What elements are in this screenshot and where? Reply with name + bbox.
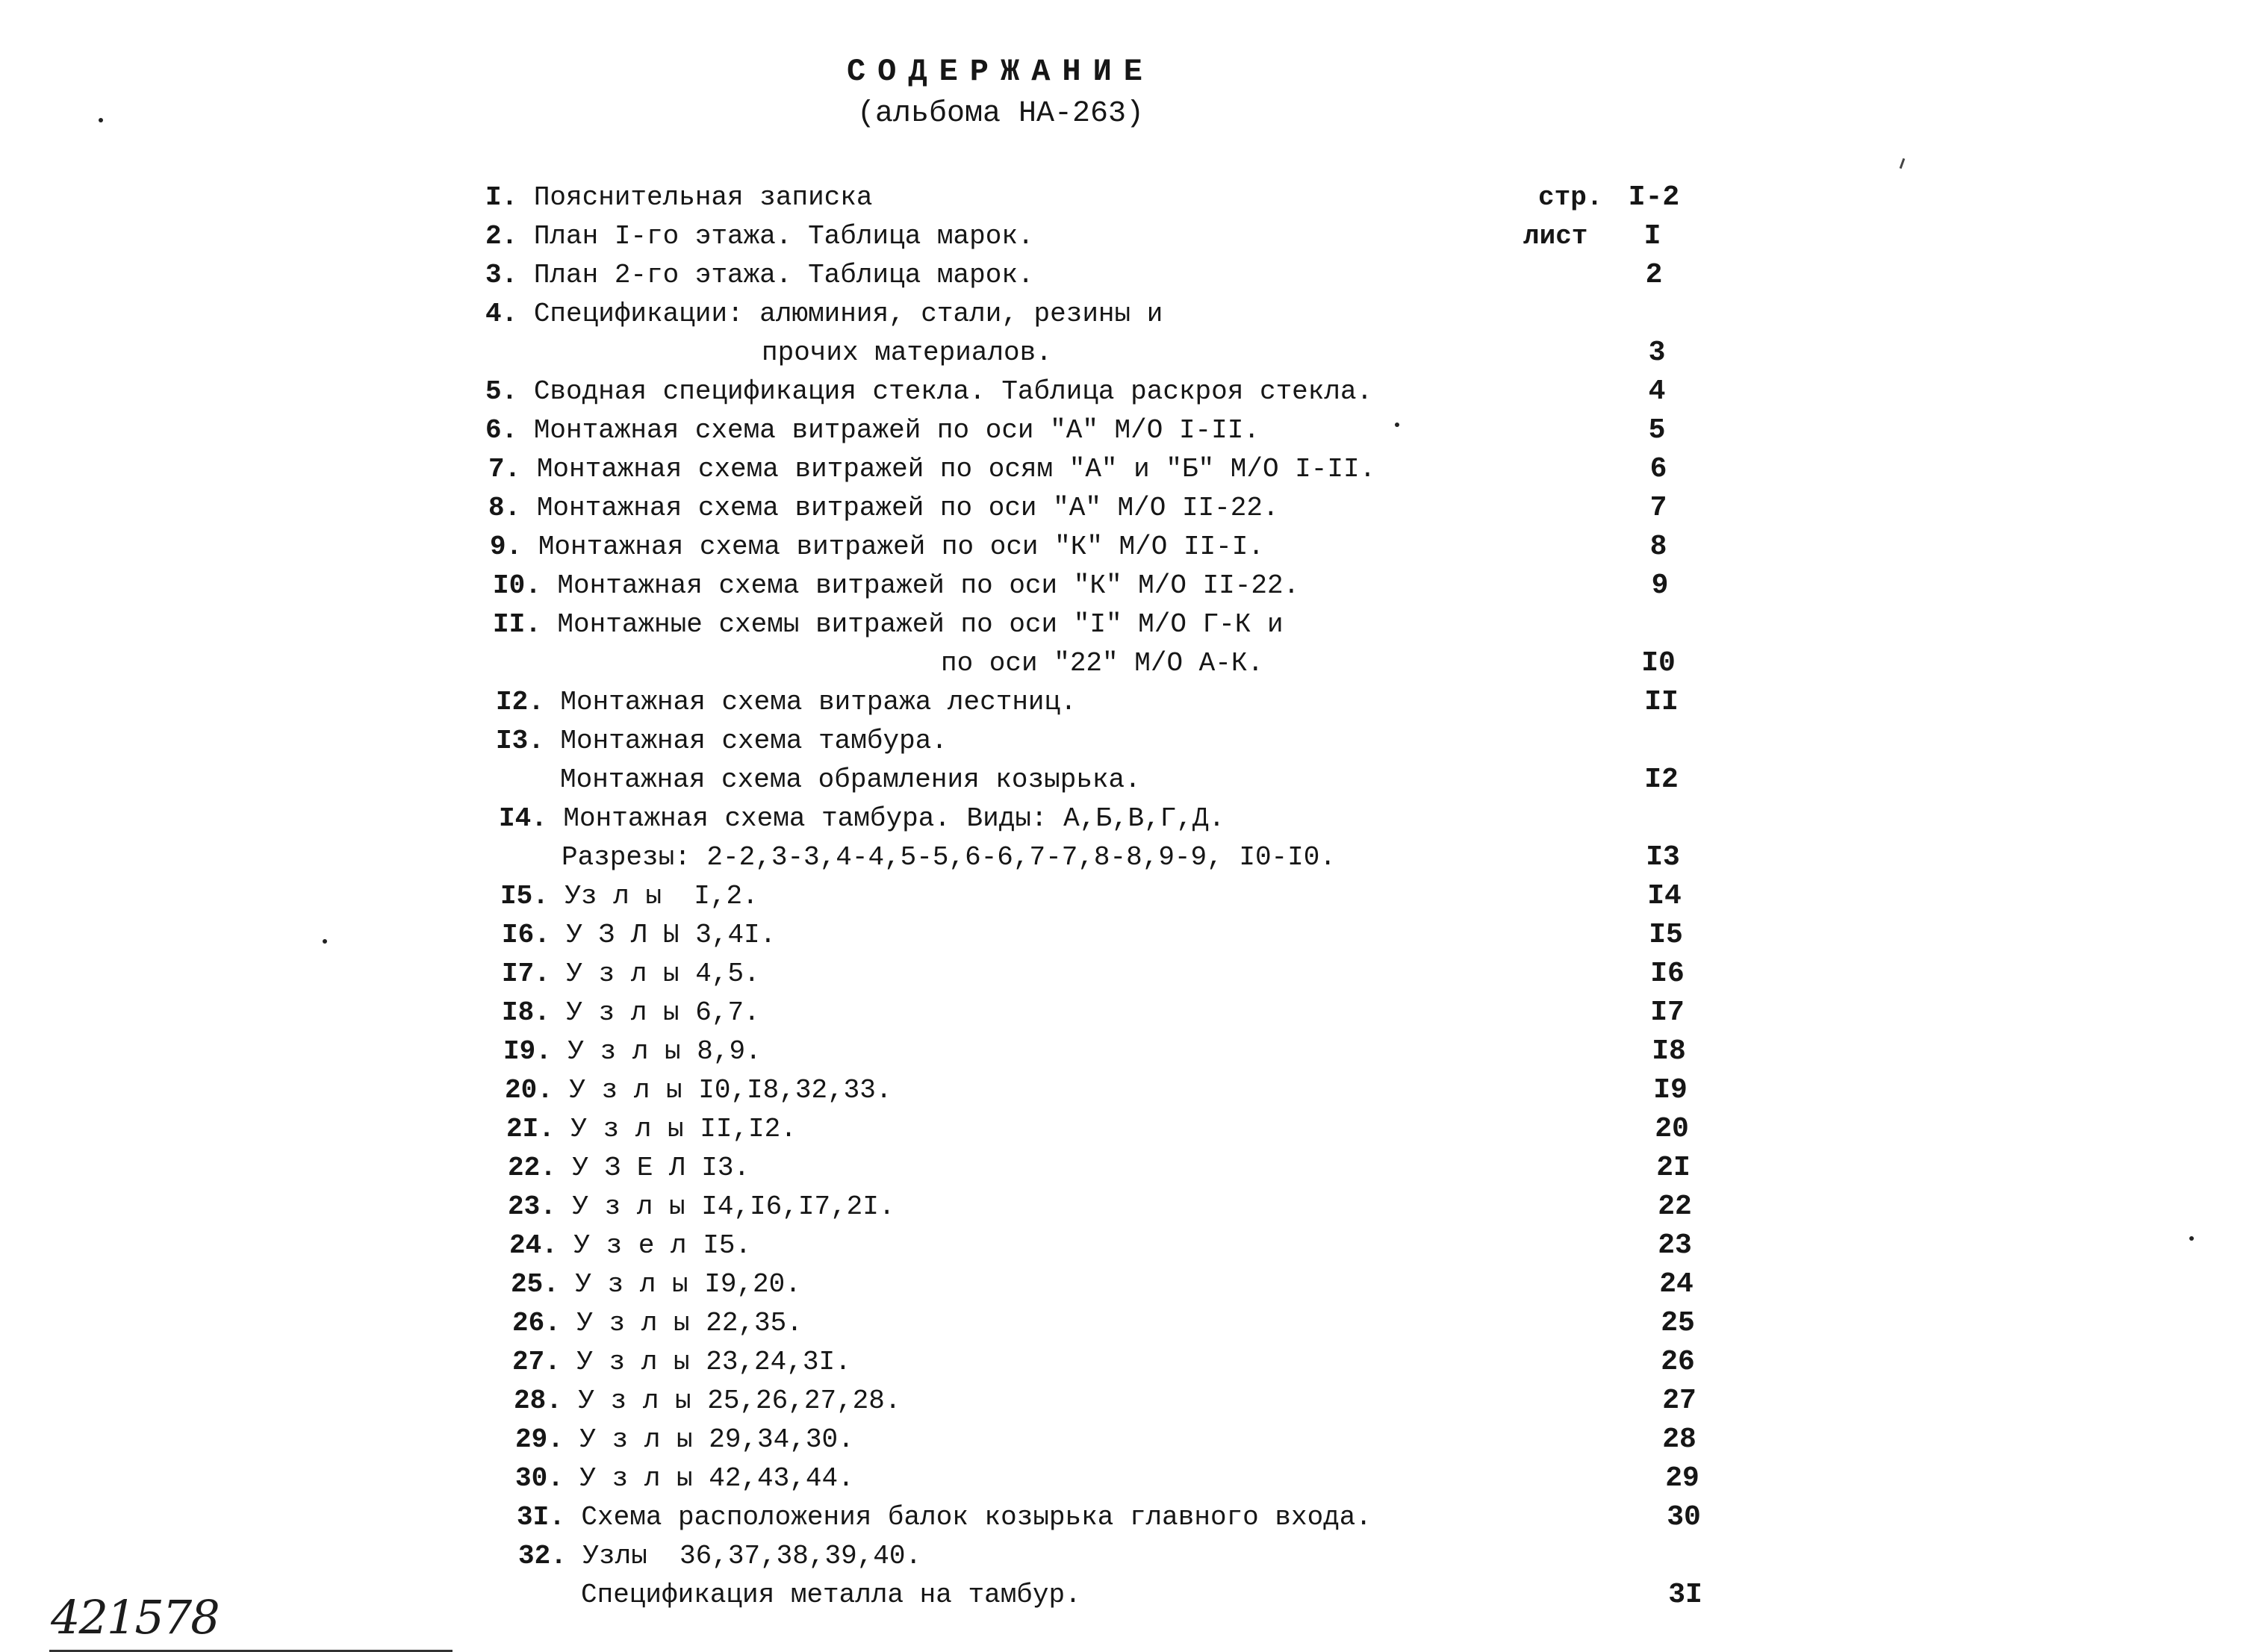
toc-entry	[941, 645, 1263, 682]
scan-speck	[323, 939, 327, 944]
entry-title: Пояснительная записка	[533, 182, 873, 213]
toc-entry	[505, 1072, 892, 1109]
entry-number: 2.	[485, 221, 534, 252]
toc-entry	[503, 1033, 762, 1070]
toc-entry	[493, 567, 1299, 605]
toc-entry	[485, 179, 873, 216]
toc-entry	[581, 1577, 1081, 1614]
entry-number: 26.	[512, 1308, 577, 1338]
entry-page: I6	[1650, 958, 1685, 990]
toc-entry	[512, 1305, 803, 1342]
toc-entry	[502, 956, 760, 993]
entry-number: 32.	[518, 1541, 583, 1571]
entry-page: 23	[1658, 1229, 1692, 1262]
entry-number: 8.	[488, 493, 537, 523]
entry-number: 23.	[508, 1191, 573, 1222]
entry-page: I3	[1646, 841, 1680, 873]
page-column-label: стр.	[1538, 182, 1603, 213]
entry-number: 24.	[509, 1230, 574, 1261]
entry-title: У з л ы I0,I8,32,33.	[569, 1075, 892, 1106]
toc-entry	[508, 1188, 895, 1226]
entry-page: 20	[1655, 1113, 1689, 1145]
entry-title: Монтажная схема витражей по осям "А" и "Б" М/О I-II.	[536, 454, 1376, 484]
toc-entry	[502, 917, 776, 954]
entry-number: I6.	[502, 920, 567, 950]
entry-number: 30.	[515, 1463, 580, 1494]
entry-number: I8.	[502, 997, 567, 1028]
toc-entry	[517, 1499, 1372, 1536]
toc-entry	[496, 723, 948, 760]
entry-title: Монтажная схема витражей по оси "А" М/О I-II.	[533, 415, 1260, 446]
entry-number: 4.	[485, 299, 534, 329]
entry-page: 27	[1662, 1385, 1696, 1417]
toc-entry	[485, 257, 1034, 294]
entry-title: У з л ы 23,24,3I.	[576, 1347, 851, 1377]
entry-page: 6	[1649, 453, 1667, 485]
entry-number: 25.	[511, 1269, 576, 1300]
entry-page: 2I	[1656, 1152, 1691, 1184]
entry-page: 30	[1667, 1501, 1701, 1533]
entry-title: Монтажная схема витража лестниц.	[560, 687, 1077, 717]
toc-entry	[485, 373, 1372, 411]
entry-page: I7	[1650, 997, 1685, 1029]
toc-entry	[762, 334, 1052, 372]
toc-entry	[518, 1538, 921, 1575]
entry-number: 7.	[488, 454, 537, 484]
entry-title: У з л ы 25,26,27,28.	[578, 1386, 901, 1416]
scan-speck	[99, 118, 103, 122]
entry-page: 7	[1649, 492, 1667, 524]
toc-entry	[508, 1150, 750, 1187]
entry-title: Монтажная схема тамбура.	[560, 726, 948, 756]
entry-title: У з л ы 8,9.	[567, 1036, 762, 1067]
toc-entry	[511, 1266, 801, 1303]
document-subtitle: (альбома НА-263)	[856, 97, 1145, 131]
entry-number: 6.	[485, 415, 534, 446]
entry-page: I8	[1652, 1035, 1686, 1067]
entry-number: 28.	[514, 1386, 579, 1416]
entry-title: Монтажная схема обрамления козырька.	[560, 764, 1141, 795]
entry-number: I3.	[496, 726, 561, 756]
entry-page: 24	[1659, 1268, 1694, 1300]
toc-entry	[512, 1344, 851, 1381]
entry-title: Спецификация металла на тамбур.	[581, 1580, 1081, 1610]
entry-title: У з л ы 29,34,30.	[579, 1424, 854, 1455]
scan-speck	[1395, 423, 1399, 427]
handwritten-number: 421578	[51, 1590, 219, 1645]
toc-entry	[500, 878, 759, 915]
entry-number: 20.	[505, 1075, 570, 1106]
toc-entry	[515, 1460, 854, 1497]
entry-page: I4	[1647, 880, 1682, 912]
toc-entry	[490, 529, 1264, 566]
entry-title: У з л ы I9,20.	[575, 1269, 801, 1300]
entry-number: 9.	[490, 532, 538, 562]
entry-title: У з л ы 6,7.	[566, 997, 760, 1028]
entry-number: 2I.	[506, 1114, 571, 1144]
toc-entry	[502, 994, 760, 1032]
entry-number: I7.	[502, 959, 567, 989]
entry-title: План 2-го этажа. Таблица марок.	[533, 260, 1034, 290]
entry-page: I5	[1649, 919, 1683, 951]
entry-title: Разрезы: 2-2,3-3,4-4,5-5,6-6,7-7,8-8,9-9, I0-I0.	[562, 842, 1336, 873]
toc-entry	[485, 412, 1260, 449]
entry-title: План I-го этажа. Таблица марок.	[533, 221, 1034, 252]
toc-entry	[488, 490, 1279, 527]
entry-title: Сводная спецификация стекла. Таблица раскроя стекла.	[533, 376, 1373, 407]
scan-speck	[2189, 1236, 2194, 1241]
entry-title: по оси "22" М/О А-К.	[941, 648, 1264, 679]
entry-page: I9	[1653, 1074, 1688, 1106]
entry-number: I.	[485, 182, 534, 213]
entry-page: I	[1643, 220, 1661, 252]
entry-title: У З Е Л I3.	[572, 1153, 750, 1183]
entry-title: У з л ы 22,35.	[576, 1308, 803, 1338]
entry-title: У з л ы I4,I6,I7,2I.	[572, 1191, 895, 1222]
entry-page: 22	[1658, 1191, 1692, 1223]
entry-number: 3.	[485, 260, 534, 290]
entry-page: 28	[1662, 1424, 1696, 1456]
entry-title: У з е л I5.	[573, 1230, 752, 1261]
entry-number: I0.	[493, 570, 558, 601]
toc-entry	[485, 296, 1163, 333]
entry-title: Монтажная схема тамбура. Виды: А,Б,В,Г,Д.	[563, 803, 1225, 834]
toc-entry	[488, 451, 1375, 488]
sheet-column-label: лист	[1523, 221, 1588, 252]
entry-page: I2	[1644, 764, 1679, 796]
entry-number: 27.	[512, 1347, 577, 1377]
entry-page: II	[1644, 686, 1679, 718]
entry-number: II.	[493, 609, 558, 640]
entry-page: 26	[1661, 1346, 1695, 1378]
entry-title: Спецификации: алюминия, стали, резины и	[533, 299, 1163, 329]
toc-entry	[499, 800, 1225, 838]
toc-entry	[562, 839, 1336, 876]
entry-number: 29.	[515, 1424, 580, 1455]
toc-entry	[514, 1383, 901, 1420]
toc-entry	[515, 1421, 854, 1459]
entry-title: Схема расположения балок козырька главного входа.	[581, 1502, 1372, 1533]
entry-page: 2	[1645, 259, 1663, 291]
toc-entry	[560, 761, 1141, 799]
toc-entry	[496, 684, 1077, 721]
entry-number: 5.	[485, 376, 534, 407]
entry-title: Монтажная схема витражей по оси "К" М/О II-I.	[538, 532, 1264, 562]
entry-number: I4.	[499, 803, 564, 834]
entry-page: 25	[1661, 1307, 1695, 1339]
document-title: СОДЕРЖАНИЕ	[846, 54, 1155, 90]
entry-page: 3I	[1668, 1579, 1702, 1611]
entry-title: У з л ы II,I2.	[570, 1114, 797, 1144]
entry-page: 5	[1648, 414, 1666, 446]
entry-title: Монтажные схемы витражей по оси "I" М/О Г-К и	[557, 609, 1284, 640]
entry-number: I9.	[503, 1036, 568, 1067]
entry-title: Узлы 36,37,38,39,40.	[582, 1541, 922, 1571]
entry-page: I-2	[1628, 181, 1680, 213]
entry-title: У з л ы 42,43,44.	[579, 1463, 854, 1494]
toc-entry	[493, 606, 1284, 643]
entry-page: 29	[1665, 1462, 1699, 1494]
entry-number: I5.	[500, 881, 565, 911]
entry-title: Монтажная схема витражей по оси "А" М/О II-22.	[536, 493, 1279, 523]
entry-number: 3I.	[517, 1502, 582, 1533]
entry-page: 4	[1648, 375, 1666, 408]
entry-page: I0	[1641, 647, 1676, 679]
entry-number: I2.	[496, 687, 561, 717]
entry-title: прочих материалов.	[762, 337, 1052, 368]
entry-page: 8	[1649, 531, 1667, 563]
entry-page: 3	[1648, 337, 1666, 369]
toc-entry	[509, 1227, 751, 1265]
entry-title: Монтажная схема витражей по оси "К" М/О II-22.	[557, 570, 1300, 601]
toc-entry	[485, 218, 1034, 255]
entry-title: У З Л Ы 3,4I.	[566, 920, 777, 950]
entry-page: 9	[1651, 570, 1669, 602]
toc-entry	[506, 1111, 797, 1148]
entry-title: Уз л ы I,2.	[565, 881, 759, 911]
entry-number: 22.	[508, 1153, 573, 1183]
entry-title: У з л ы 4,5.	[566, 959, 760, 989]
